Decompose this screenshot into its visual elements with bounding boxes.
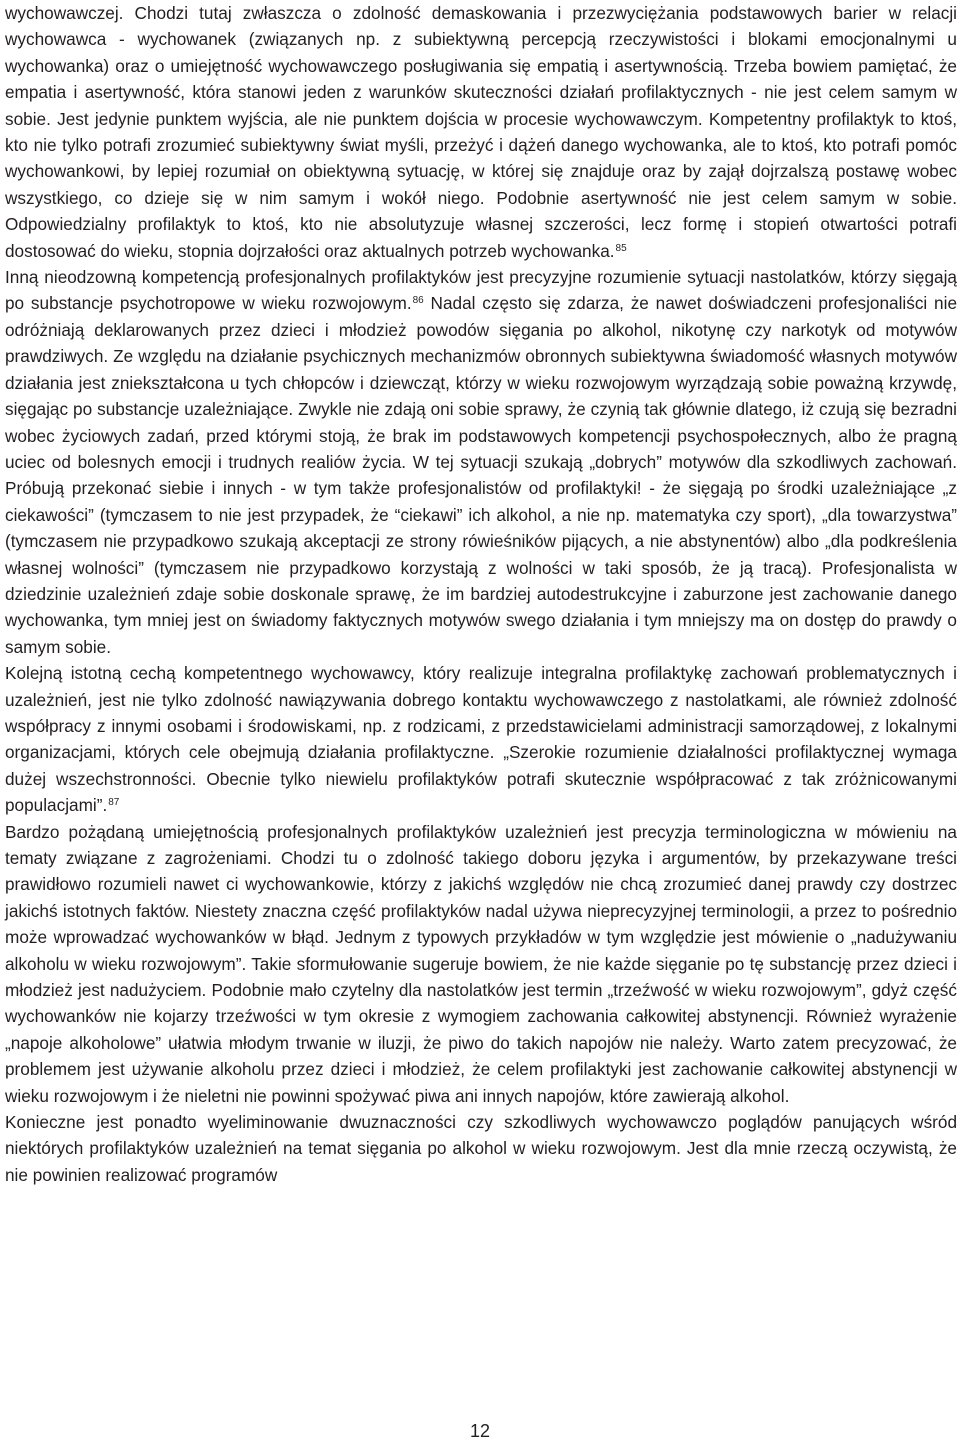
paragraph-5 bbox=[5, 1109, 957, 1188]
footnote-ref: 85 bbox=[615, 242, 627, 254]
document-body bbox=[5, 0, 957, 1188]
page-number: 12 bbox=[469, 1421, 491, 1441]
paragraph-text: Konieczne jest ponadto wyeliminowanie dwuznaczności czy szkodliwych wychowawczo poglądów panujących wśród niektórych profilaktyków uzależnień na temat sięgania po alkohol w wieku rozwojowym. Jest dla mnie rzeczą oczywistą, że nie powinien realizować programów bbox=[5, 1112, 957, 1185]
paragraph-2 bbox=[5, 264, 957, 660]
paragraph-3 bbox=[5, 660, 957, 818]
paragraph-text: Inną nieodzowną kompetencją profesjonalnych profilaktyków jest precyzyjne rozumienie sytuacji nastolatków, którzy sięgają po substancje psychotropowe w wieku rozwojowym. bbox=[5, 267, 957, 314]
paragraph-text: Kolejną istotną cechą kompetentnego wychowawcy, który realizuje integralna profilaktykę zachowań problematycznych i uzależnień, jest nie tylko zdolność nawiązywania dobrego kontaktu wychowawczego z nastolatkami, ale również zdolność współpracy z innymi osobami i środowiskami, np. z rodzicami, z przedstawicielami administracji samorządowej, z lokalnymi organizacjami, których cele obejmują działania profilaktyczne. „Szerokie rozumienie działalności profilaktycznej wymaga dużej wszechstronności. Obecnie tylko niewielu profilaktyków potrafi skutecznie współpracować z tak zróżnicowanymi populacjami”. bbox=[5, 663, 957, 816]
paragraph-4 bbox=[5, 819, 957, 1109]
footnote-ref: 87 bbox=[108, 797, 120, 809]
paragraph-1 bbox=[5, 0, 957, 264]
footnote-ref: 86 bbox=[412, 295, 424, 307]
paragraph-text: Bardzo pożądaną umiejętnością profesjonalnych profilaktyków uzależnień jest precyzja terminologiczna w mówieniu na tematy związane z zagrożeniami. Chodzi tu o zdolność takiego doboru języka i argumentów, by przekazywane treści prawidłowo rozumieli nawet ci wychowankowie, którzy z jakichś względów nie chcą zrozumieć danej prawdy czy dostrzec jakichś istotnych faktów. Niestety znaczna część profilaktyków nadal używa nieprecyzyjnej terminologii, a przez to pośrednio może wprowadzać wychowanków w błąd. Jednym z typowych przykładów w tym względzie jest mówienie o „nadużywaniu alkoholu w wieku rozwojowym”. Takie sformułowanie sugeruje bowiem, że nie każde sięganie po tę substancję przez dzieci i młodzież jest nadużyciem. Podobnie mało czytelny dla nastolatków jest termin „trzeźwość w wieku rozwojowym”, gdyż część wychowanków nie kojarzy trzeźwości w tym okresie z wymogiem zachowania całkowitej abstynencji. Również wyrażenie „napoje alkoholowe” ułatwia młodym trwanie w iluzji, że piwo do takich napojów nie należy. Warto zatem precyzować, że problemem jest używanie alkoholu przez dzieci i młodzież, że celem profilaktyki jest zachowanie całkowitej abstynencji w wieku rozwojowym i że nieletni nie powinni spożywać piwa ani innych napojów, które zawierają alkohol. bbox=[5, 821, 957, 1106]
paragraph-text: Nadal często się zdarza, że nawet doświadczeni profesjonaliści nie odróżniają deklarowanych przez dzieci i młodzież powodów sięgania po alkohol, nikotynę czy narkotyk od motywów prawdziwych. Ze względu na działanie psychicznych mechanizmów obronnych subiektywna świadomość własnych motywów działania jest zniekształcona u tych chłopców i dziewcząt, którzy w wieku rozwojowym wyrządzają sobie poważną krzywdę, sięgając po substancje uzależniające. Zwykle nie zdają oni sobie sprawy, że czynią tak głównie dlatego, iż czują się bezradni wobec życiowych zadań, przed którymi stoją, że brak im podstawowych kompetencji psychospołecznych, albo że pragną uciec od bolesnych emocji i trudnych realiów życia. W tej sytuacji szukają „dobrych” motywów dla szkodliwych zachowań. Próbują przekonać siebie i innych - w tym także profesjonalistów od profilaktyki! - że sięgają po środki uzależniające „z ciekawości” (tymczasem to nie jest przypadek, że “ciekawi” ich alkohol, a nie np. matematyka czy sport), „dla towarzystwa” (tymczasem nie przypadkowo szukają akceptacji ze strony rówieśników pijących, a nie abstynentów) albo „dla podkreślenia własnej wolności” (tymczasem nie przypadkowo korzystają z wolności w taki sposób, że ją tracą). Profesjonalista w dziedzinie uzależnień zdaje sobie doskonale sprawę, że im bardziej autodestrukcyjne i zaburzone jest zachowanie danego wychowanka, tym mniej jest on świadomy faktycznych motywów swego działania i tym mniejszy ma on dostęp do prawdy o samym sobie. bbox=[5, 293, 957, 657]
paragraph-text: wychowawczej. Chodzi tutaj zwłaszcza o zdolność demaskowania i przezwyciężania podstawowych barier w relacji wychowawca - wychowanek (związanych np. z subiektywną percepcją rzeczywistości i blokami emocjonalnymi u wychowanka) oraz o umiejętność wychowawczego posługiwania się empatią i asertywnością. Trzeba bowiem pamiętać, że empatia i asertywność, która stanowi jeden z warunków skuteczności działań profilaktycznych - nie jest celem samym w sobie. Jest jedynie punktem wyjścia, ale nie punktem dojścia w procesie wychowawczym. Kompetentny profilaktyk to ktoś, kto nie tylko potrafi zrozumieć subiektywny świat myśli, przeżyć i dążeń danego wychowanka, ale to ktoś, kto potrafi pomóc wychowankowi, by lepiej rozumiał on obiektywną sytuację, w której się znajduje oraz by zajął dojrzalszą postawę wobec wszystkiego, co dzieje się w nim samym i wokół niego. Podobnie asertywność nie jest celem samym w sobie. Odpowiedzialny profilaktyk to ktoś, kto nie absolutyzuje własnej szczerości, lecz formę i stopień otwartości potrafi dostosować do wieku, stopnia dojrzałości oraz aktualnych potrzeb wychowanka. bbox=[5, 3, 957, 261]
